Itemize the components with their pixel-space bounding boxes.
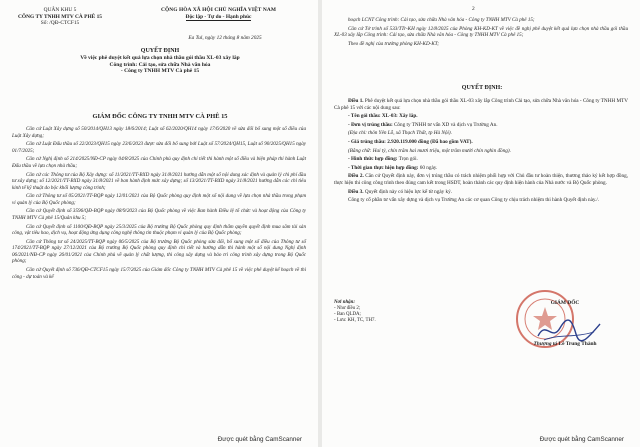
basis-item: Căn cứ Luật Đấu thầu số 22/2023/QH15 ngày 23/6/2023 được sửa đổi bổ sung bởi Luật số 57/2024/QH15, Luật số 90/2025/QH15 ngày 01/7/2025; — [12, 141, 306, 154]
contract-type-row — [334, 156, 628, 163]
page-number: 2 — [472, 6, 475, 12]
article-1-text: Phê duyệt kết quả lựa chọn nhà thầu gói thầu XL-03 xây lắp Công trình Cải tạo, sửa chữa Nhà văn hóa - Công ty TNHH MTV Cà phê 15 với các nội dung sau: — [334, 98, 629, 111]
contractor-row — [334, 122, 628, 129]
nation-name: CỘNG HÒA XÃ HỘI CHỦ NGHĨA VIỆT NAM — [160, 7, 277, 13]
article-3 — [334, 189, 628, 196]
doc-number: Số: /QĐ-CTCF15 — [40, 20, 80, 27]
price-row — [334, 139, 628, 146]
recipients-label: Nơi nhận: — [334, 300, 355, 305]
decision-company: - Công ty TNHH MTV Cà phê 15 — [120, 68, 200, 75]
duration-label: - Thời gian thực hiện hợp đồng: — [348, 164, 419, 171]
decision-title: QUYẾT ĐỊNH — [140, 48, 180, 54]
company-name: CÔNG TY TNHH MTV CÀ PHÊ 15 — [18, 13, 102, 20]
decision-subject: Về việc phê duyệt kết quả lựa chọn nhà thầu gói thầu XL-03 xây lắp — [80, 54, 240, 61]
basis-continuation — [334, 17, 628, 49]
page-1 — [0, 0, 318, 447]
contractor-value: Công ty TNHH tư vấn XD và dịch vụ Trường An. — [393, 121, 498, 128]
basis-item: Căn cứ Nghị định số 214/2025/NĐ-CP ngày 04/8/2025 của Chính phủ quy định chi tiết thi hành một số điều và biện pháp thi hành Luật Đấu thầu về lựa chọn nhà thầu; — [12, 156, 306, 169]
director-heading: GIÁM ĐỐC CÔNG TY TNHH MTV CÀ PHÊ 15 — [92, 113, 228, 120]
org-header — [10, 7, 110, 27]
basis-item: Căn cứ Quyết định số 3596/QĐ-BQP ngày 08/9/2023 của Bộ Quốc phòng về việc Ban hành Điều lệ tổ chức và hoạt động của Công ty TNHH MTV Cà phê 15/Quân khu 5; — [12, 208, 306, 221]
basis-item: Căn cứ Tờ trình số 533/TTr-KH ngày 12/8/2025 của Phòng KH-KD-KT về việc đề nghị phê duyệt kết quả lựa chọn nhà thầu gói thầu XL-03 xây lắp Công trình: Cải tạo, sửa chữa Nhà văn hóa - Công ty TNHH MTV Cà phê 15; — [334, 25, 628, 38]
article-3-label: Điều 3. — [348, 188, 364, 195]
price-value: 2.920.119.000 đồng (Đã bao gồm VAT). — [387, 138, 473, 145]
duration-row — [334, 165, 628, 172]
basis-item: Căn cứ Quyết định số 1100/QĐ-BQP ngày 25/3/2025 của Bộ trưởng Bộ Quốc phòng quy định thẩm quyền quyết định mua sắm tài sản công, vật tiêu hao, dịch vụ, hoạt động ứng dụng công nghệ thông tin thuộc phạm vi quản lý của Bộ Quốc phòng; — [12, 223, 306, 237]
price-in-words: (Bằng chữ: Hai tỷ, chín trăm hai mươi triệu, một trăm mười chín nghìn đồng). — [348, 147, 511, 154]
article-1 — [334, 98, 628, 111]
basis-item: Theo đề nghị của trưởng phòng KH-KD-KT; — [348, 40, 439, 47]
signer-full-name: Lê Trung Thành — [558, 340, 597, 347]
article-2 — [334, 173, 628, 186]
article-3-text: Quyết định này có hiệu lực kể từ ngày ký. — [364, 188, 453, 195]
price-label: - Giá trúng thầu: — [348, 138, 386, 145]
national-motto: Độc lập - Tự do - Hạnh phúc — [185, 13, 252, 20]
recipients — [334, 300, 404, 324]
decision-heading — [12, 48, 308, 75]
state-header — [126, 7, 311, 21]
package-row — [334, 113, 628, 120]
article-2-label: Điều 2. — [348, 173, 364, 180]
basis-item: hoạch LCNT Công trình: Cải tạo, sửa chữa Nhà văn hóa - Công ty TNHH MTV Cà phê 15; — [348, 17, 535, 23]
article-2-text: Căn cứ Quyết định này, đơn vị trúng thầu có trách nhiệm phối hợp với Chủ đầu tư hoàn thiện, thương thảo ký kết hợp đồng, thực hiện thi công công trình theo đúng cam kết trong HSDT, hoàn thành các quy định hiện hành của Nhà nước và Bộ Quốc phòng. — [334, 173, 628, 186]
military-zone: QUÂN KHU 5 — [43, 7, 77, 13]
basis-item: Căn cứ các Thông tư của Bộ Xây dựng: số 11/2021/TT-BXD ngày 31/8/2021 hướng dẫn một số nội dung xác định và quản lý chi phí đầu tư xây dựng; số 12/2021/TT-BXD ngày 31/8/2021 về ban hành định mức xây dựng; số 13/2021/TT-BXD ngày 31/8/2021 hướng dẫn các chỉ tiêu kinh tế kỹ thuật do bộc khối lượng công trình; — [12, 171, 306, 191]
recipient-item: - Như điều 2; — [334, 306, 361, 311]
recipient-item: - Ban QLDA; — [334, 312, 361, 317]
signature-block — [500, 300, 630, 347]
contract-type-value: Trọn gói. — [398, 156, 418, 163]
contractor-address: (Địa chỉ: thôn Yên Lỗ, xã Thạch Thất, tp Hà Nội). — [348, 130, 452, 137]
contract-type-label: - Hình thức hợp đồng: — [348, 156, 398, 163]
decides-heading: QUYẾT ĐỊNH: — [461, 85, 503, 91]
legal-basis — [12, 126, 306, 282]
signer-name — [500, 341, 630, 348]
basis-item: Căn cứ Thông tư số 05/2021/TT-BQP ngày 12/01/2021 của Bộ Quốc phòng quy định một số nội dung về lựa chọn nhà thầu trong phạm vi quản lý của Bộ Quốc phòng; — [12, 193, 306, 206]
dateline: Ea Tul, ngày 12 tháng 8 năm 2025 — [188, 35, 262, 41]
recipient-item: - Lưu: KH, TC, TH7. — [334, 318, 376, 323]
articles — [334, 98, 628, 206]
package-label: - Tên gói thầu: — [348, 113, 381, 120]
duration-value: 60 ngày. — [419, 164, 438, 171]
contractor-label: - Đơn vị trúng thầu: — [348, 121, 393, 128]
basis-item: Căn cứ Quyết định số 736/QĐ-CTCF15 ngày 15/7/2025 của Giám đốc Công ty TNHH MTV Cà phê 15 về việc phê duyệt kế hoạch về thi công - dự toán và kế — [12, 267, 306, 280]
article-1-label: Điều 1. — [348, 98, 364, 104]
signer-rank: Thượng tá — [533, 340, 558, 347]
page-2 — [322, 0, 640, 447]
basis-item: Căn cứ Thông tư số 24/2025/TT-BQP ngày 06/5/2025 của Bộ trưởng Bộ Quốc phòng sửa đổi, bổ sung một số điều của Thông tư số 174/2021/TT-BQP ngày 27/12/2021 của Bộ trưởng Bộ Quốc phòng quy định chi tiết và hướng dẫn thi hành một số nội dung Nghị định 06/2021/NĐ-CP ngày 26/01/2021 của Chính phủ về quản lý chất lượng, thi công xây dựng và bảo trì công trình xây dựng trong Bộ Quốc phòng; — [12, 238, 306, 265]
package-value: XL-03: Xây lắp. — [381, 113, 418, 120]
signer-role: GIÁM ĐỐC — [550, 300, 580, 306]
basis-item: Căn cứ Luật Xây dựng số 50/2014/QH13 ngày 18/6/2014; Luật số 62/2020/QH14 ngày 17/6/2020 về sửa đổi bổ sung một số điều của Luật Xây dựng; — [12, 126, 306, 139]
camscanner-watermark: Được quét bằng CamScanner — [217, 436, 302, 443]
decision-project: Công trình: Cải tạo, sửa chữa Nhà văn hóa — [109, 61, 211, 68]
closing-paragraph: Công ty cổ phần tư vấn xây dựng và dịch vụ Trường An các cơ quan Công ty chịu trách nhiệm thi hành Quyết định này./. — [348, 197, 600, 204]
camscanner-watermark: Được quét bằng CamScanner — [539, 436, 624, 443]
